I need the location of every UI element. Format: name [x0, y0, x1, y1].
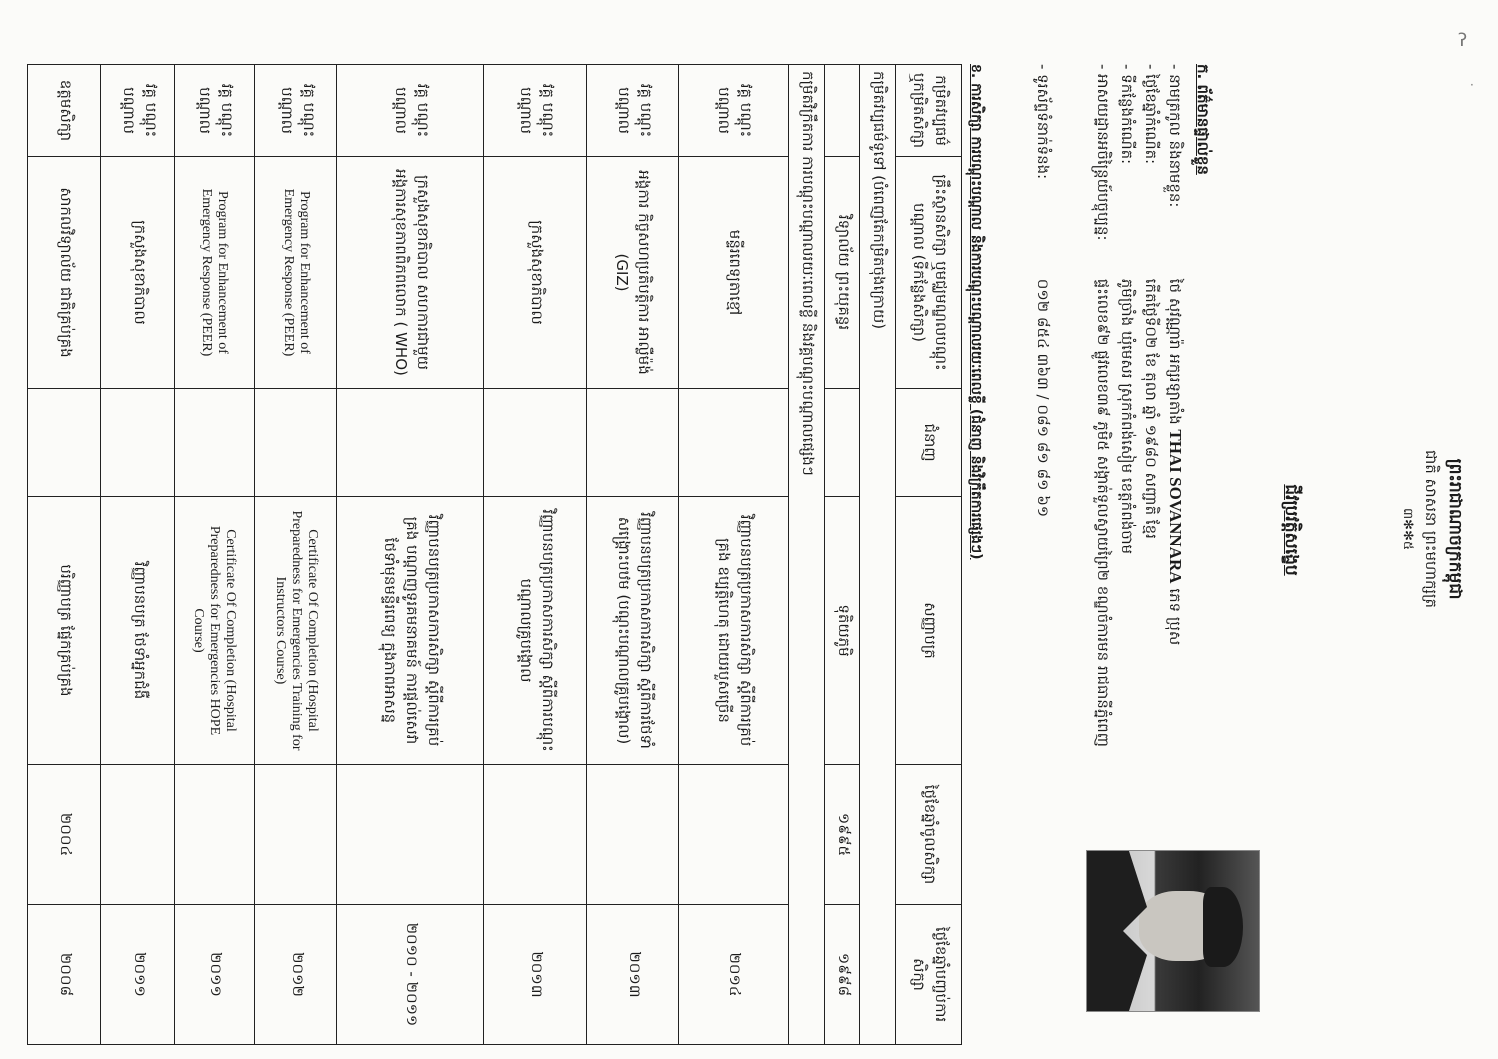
col-end: ថ្ងៃខែឆ្នាំបញ្ចប់ការសិក្សា — [895, 905, 961, 1045]
table-row: វគ្គ បណ្តុះបណ្តាល ក្រសួងសុខាភិបាល វិញ្ញាបនបត្រប្រកាសការសិក្សា ស្តីពីការបណ្តុះបណ្តាលគ្រូបង្គោល ២០១៣ — [484, 65, 587, 1045]
motto: ជាតិ សាសនា ព្រះមហាក្សត្រ — [1422, 449, 1440, 609]
kingdom-heading: ព្រះរាជាណាចក្រកម្ពុជា — [1445, 458, 1465, 600]
info-birthplace: - ទីកន្លែងកំណើត: ភូមិច្រាំង ឃុំមេសរ ស្រុកកំពង់សៀម ខេត្តកំពង់ចាម — [1118, 64, 1136, 555]
col-level: កម្រិតវប្បធម៌ ឬកម្រិតសិក្សា — [895, 65, 961, 157]
pen-mark: ʔ — [1458, 30, 1468, 51]
info-phone: - ទូរស័ព្ទទំនាក់ទំនង: ០១២ ៨៥៤ ៣៦៣ / ០៨១ ៨១ ៨១ ៦១ — [1034, 64, 1052, 518]
band-training: កម្រិតវិក្រឹតការ ការបណ្តុះបណ្តាលរយៈពេលខ្លី និងវគ្គបណ្តុះបណ្តាលផ្សេងៗ — [789, 65, 825, 1045]
table-row: ឧត្តមសិក្សា សាកលវិទ្យាល័យ ជាតិគ្រប់គ្រង បរិញ្ញាបត្រ ផ្នែកគ្រប់គ្រង ២០០៤ ២០០៨ — [28, 65, 101, 1045]
info-name: - នាមត្រកូល និងនាមខ្លួន: ថៃ សុវណ្ណារ៉ា អក្សរឡាតាំង THAI SOVANNARA ភេទ ប្រុស — [1166, 64, 1185, 646]
ornament: ៣✻✻៥ — [1400, 507, 1415, 551]
info-dob: - ថ្ងៃខែឆ្នាំកំណើត: កើតថ្ងៃទី០២ ខែ តុលា ឆ្នាំ ១៩៨០ សញ្ជាតិ ខ្មែរ — [1142, 64, 1160, 539]
table-row: វគ្គ បណ្តុះបណ្តាល Program for Enhancement of Emergency Response (PEER) Certificate Of Completion (Hospital Preparedness for Emergencies Training for Instructors Course) ២០១២ — [254, 65, 337, 1045]
col-certificate: សញ្ញាបត្រ — [895, 497, 961, 765]
photo-hair — [1203, 887, 1243, 967]
table-row: វគ្គ បណ្តុះបណ្តាល ក្រសួងសុខាភិបាល សហការជាមួយអង្គការសុខភាពពិភពលោក ( WHO) វិញ្ញាបនបត្រប្រកាសការសិក្សា ស្តីពីការគ្រប់គ្រង បណ្តាញទូរគមនាគមន៍ ការផ្តល់សេវាថែទាំមុនមន្ទីរពេទ្យ ក្នុងភាពអាសន្ន ២០១០ - ២០១១ — [337, 65, 484, 1045]
band-general: កម្រិតវប្បធម៌ទូទៅ (បំពេញតែកម្រិតចុងក្រោយ) — [860, 65, 896, 1045]
table-row: វគ្គ បណ្តុះបណ្តាល មន្ទីរពេទ្យតាខ្មៅ វិញ្ញាបនបត្រប្រកាសការសិក្សា ស្តីពីការគ្រប់គ្រង ឧប្បត្តិហេតុ ដោយរបួសច្រើន ២០១៤ — [678, 65, 788, 1045]
table-row: វគ្គ បណ្តុះបណ្តាល Program for Enhancement of Emergency Response (PEER) Certificate Of Completion (Hospital Preparedness for Emergencies HOPE Course) ២០១១ — [174, 65, 254, 1045]
document-title-text: ជីវប្រវត្តិសង្ខេប — [1281, 484, 1301, 576]
table-row: វិទ្យាល័យ ព្រះយុគន្ធរ ទុតិយភូមិ ១៩៩៥ ១៩៩៨ — [824, 65, 860, 1045]
document-title — [1277, 300, 1302, 760]
section-b-heading: ខ. ការសិក្សា ការបណ្តុះបណ្តាល និងការបណ្តុះបណ្តាលរយៈពេលខ្លី (ជំនាញ និងវិក្រឹតការផ្សេងៗ) — [968, 64, 984, 560]
table-header-row — [895, 65, 961, 1045]
portrait-photo — [1086, 850, 1260, 1012]
photo-suit — [1087, 851, 1147, 1011]
table-row: វគ្គ បណ្តុះបណ្តាល ក្រសួងសុខាភិបាល វិញ្ញាបនបត្រ ថែទាំអ្នកជំងឺ ២០១១ — [101, 65, 174, 1045]
dot-mark: · — [1470, 78, 1474, 92]
section-a-heading: ក. ព័ត៌មានផ្ទាល់ខ្លួន — [1194, 64, 1212, 175]
col-institution: គ្រឹះស្ថានសិក្សា ឬមជ្ឈមណ្ឌលបណ្តុះបណ្តាល (ទីកន្លែងសិក្សា) — [895, 157, 961, 389]
education-table — [27, 64, 962, 1045]
table-row: វគ្គ បណ្តុះបណ្តាល អង្គការ កិច្ចសហប្រតិបត្តិការ អាល្លឺម៉ង់ (GIZ) វិញ្ញាបនបត្រប្រកាសការសិក្សា ស្តីពីការថែទាំសង្គ្រោះបឋម (បណ្តុះបណ្តាលគ្រូបង្គោល) ២០១៣ — [587, 65, 679, 1045]
col-skill: ជំនាញ — [895, 389, 961, 497]
info-address: - អាសយដ្ឋានអចិន្ត្រៃយ៍បច្ចុប្បន្ន: ផ្ទះលេខ៩២ ផ្លូវលេខ៣៩ ភូមិ៥ សង្កាត់ទួលស្វាយព្រៃ២ ខណ្ឌចំការមន រាជធានីភ្នំពេញ — [1094, 64, 1112, 747]
col-start: ថ្ងៃខែឆ្នាំចូលសិក្សា — [895, 765, 961, 905]
